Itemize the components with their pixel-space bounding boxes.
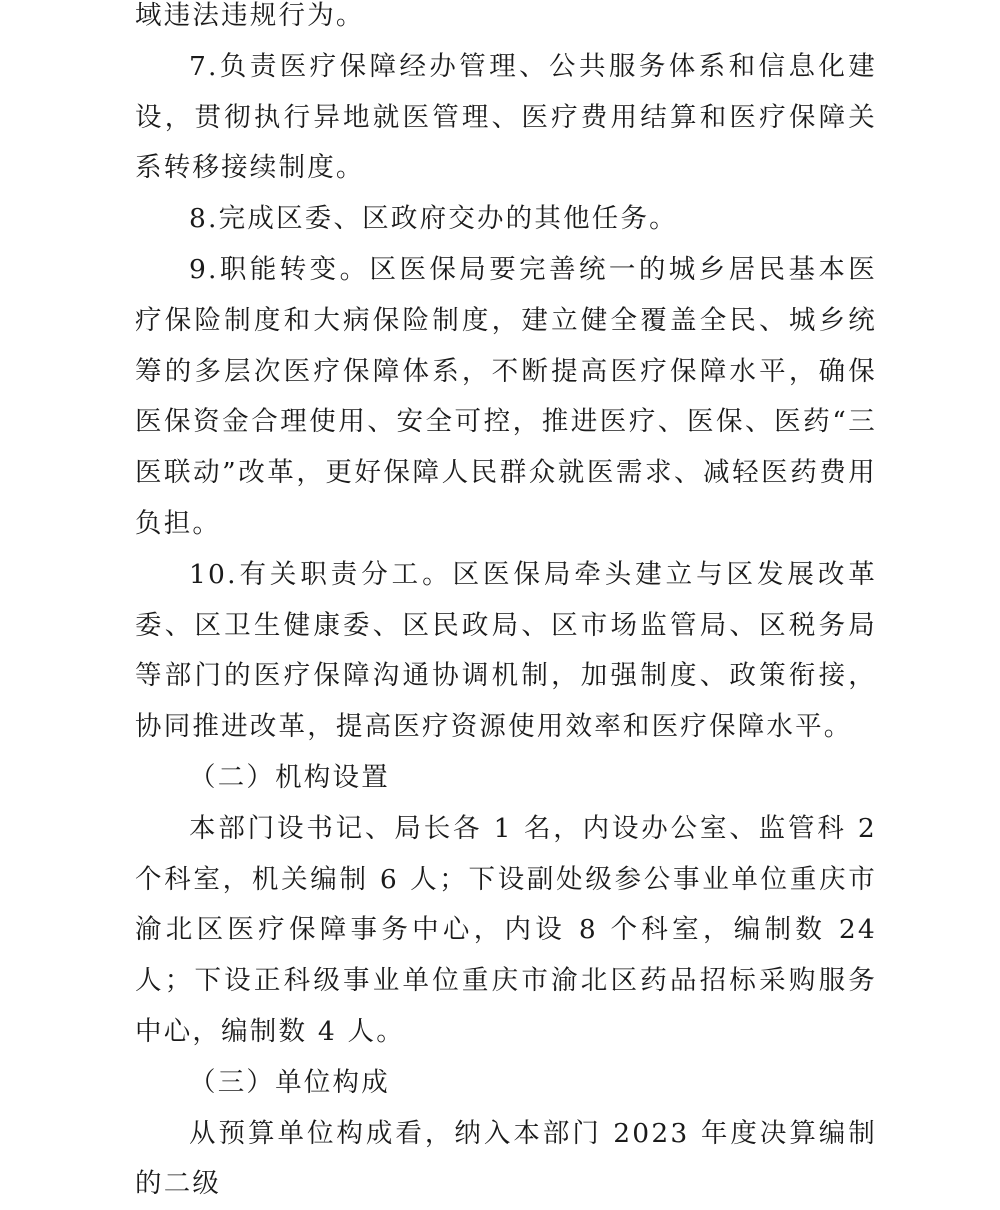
paragraph-item-10: 10.有关职责分工。区医保局牵头建立与区发展改革委、区卫生健康委、区民政局、区市场监管局、区税务局等部门的医疗保障沟通协调机制，加强制度、政策衔接，协同推进改革，提高医疗资源使用效率和医疗保障水平。 [135,558,877,743]
section-heading-unit-composition: （三）单位构成 [189,1066,390,1098]
paragraph-institution-setup: 本部门设书记、局长各 1 名，内设办公室、监管科 2 个科室，机关编制 6 人；下设副处级参公事业单位重庆市渝北区医疗保障事务中心，内设 8 个科室，编制数 24 人；下设正科级事业单位重庆市渝北区药品招标采购服务中心，编制数 4 人。 [135,812,877,1047]
paragraph-item-7: 7.负责医疗保障经办管理、公共服务体系和信息化建设，贯彻执行异地就医管理、医疗费用结算和医疗保障关系转移接续制度。 [135,50,877,184]
paragraph-continuation: 域违法违规行为。 [135,0,365,31]
section-heading-institution: （二）机构设置 [189,761,390,793]
paragraph-item-9: 9.职能转变。区医保局要完善统一的城乡居民基本医疗保险制度和大病保险制度，建立健全覆盖全民、城乡统筹的多层次医疗保障体系，不断提高医疗保障水平，确保医保资金合理使用、安全可控，推进医疗、医保、医药“三医联动”改革，更好保障人民群众就医需求、减轻医药费用负担。 [135,253,877,539]
document-page [135,0,877,1210]
paragraph-item-8: 8.完成区委、区政府交办的其他任务。 [189,203,678,235]
paragraph-unit-composition: 从预算单位构成看，纳入本部门 2023 年度决算编制的二级 [135,1117,877,1200]
